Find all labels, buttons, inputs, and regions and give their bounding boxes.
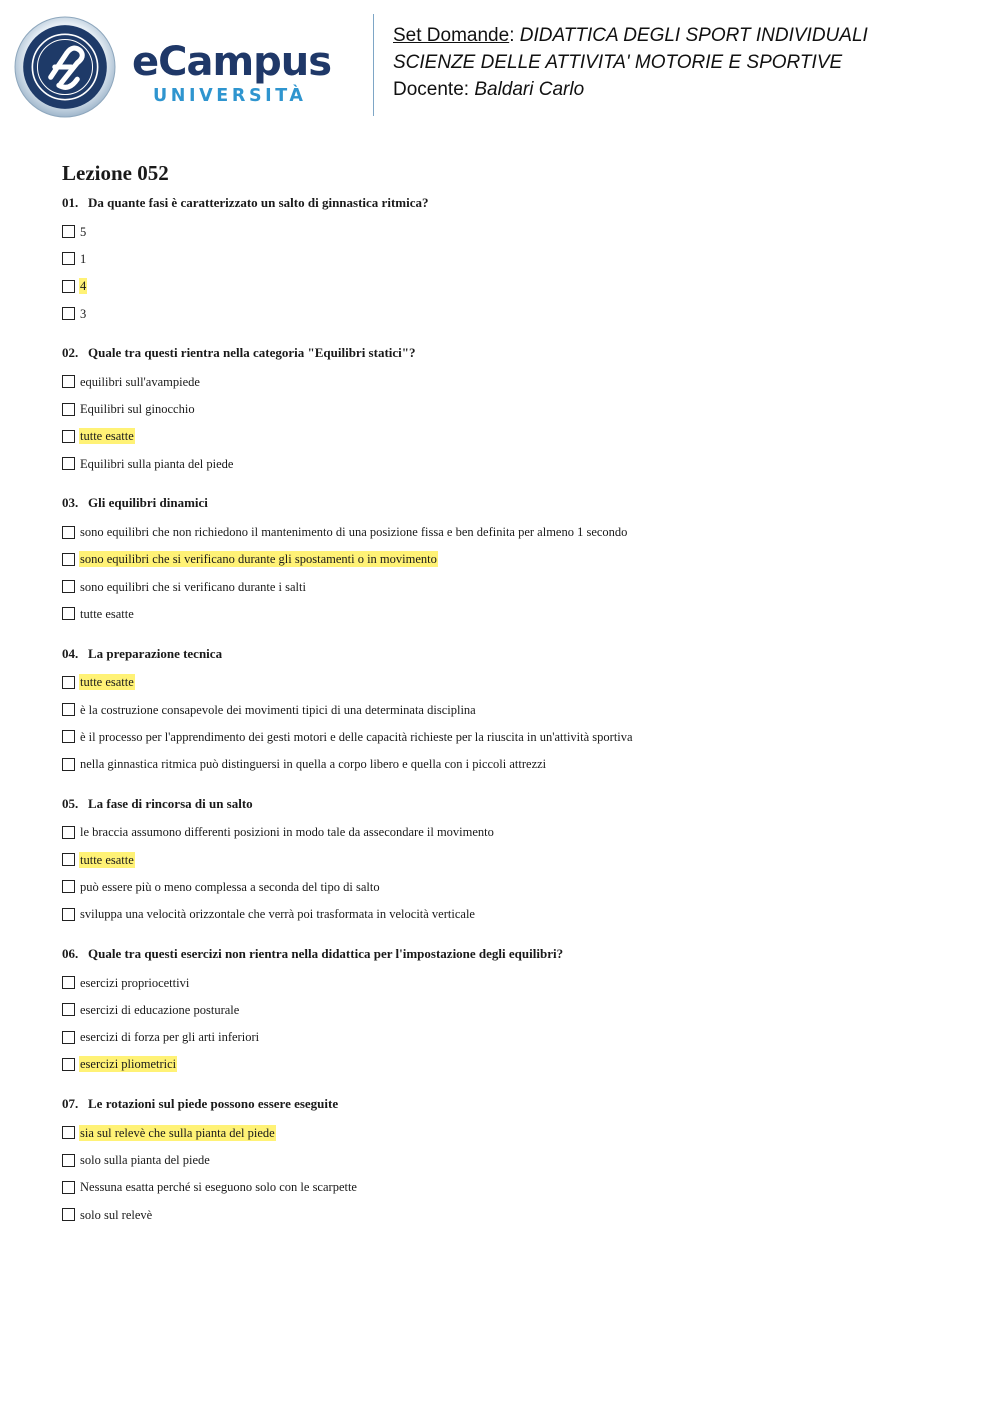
question-number: 05.	[62, 795, 79, 811]
answer-checkbox[interactable]	[62, 1126, 75, 1139]
answer-text-highlighted: esercizi pliometrici	[80, 1057, 177, 1072]
answer-option[interactable]	[62, 846, 962, 873]
set-separator: :	[509, 25, 520, 46]
answer-checkbox[interactable]	[62, 430, 75, 443]
answer-text: 5	[80, 224, 87, 239]
answer-checkbox[interactable]	[62, 252, 75, 265]
answer-text: sono equilibri che si verificano durante i salti	[80, 579, 306, 594]
answer-option[interactable]	[62, 546, 962, 573]
answer-option[interactable]	[62, 1051, 962, 1078]
answer-checkbox[interactable]	[62, 375, 75, 388]
answer-option[interactable]	[62, 1119, 962, 1146]
question-text	[62, 494, 962, 512]
course-title-line	[393, 22, 868, 49]
question-label: La preparazione tecnica	[88, 645, 223, 661]
answer-text: tutte esatte	[80, 606, 134, 621]
answer-option[interactable]	[62, 300, 962, 327]
answer-option[interactable]	[62, 450, 962, 477]
question-label: Le rotazioni sul piede possono essere eseguite	[88, 1096, 339, 1112]
answer-checkbox[interactable]	[62, 225, 75, 238]
answer-checkbox[interactable]	[62, 307, 75, 320]
answer-text: sono equilibri che non richiedono il mantenimento di una posizione fissa e ben definita per almeno 1 secondo	[80, 525, 628, 540]
ecampus-wordmark	[132, 40, 362, 112]
answer-text: può essere più o meno complessa a seconda del tipo di salto	[80, 879, 380, 894]
question-text	[62, 645, 962, 663]
answer-text: è la costruzione consapevole dei movimenti tipici di una determinata disciplina	[80, 702, 476, 717]
logo-name: eCampus	[132, 39, 332, 85]
answer-option[interactable]	[62, 1174, 962, 1201]
answer-option[interactable]	[62, 1146, 962, 1173]
answer-checkbox[interactable]	[62, 280, 75, 293]
teacher-line	[393, 76, 868, 103]
question-number: 03.	[62, 495, 79, 511]
answer-text-highlighted: tutte esatte	[80, 429, 134, 444]
answer-checkbox[interactable]	[62, 580, 75, 593]
answer-option[interactable]	[62, 696, 962, 723]
question-text	[62, 795, 962, 813]
question-text	[62, 194, 962, 212]
answer-text-highlighted: sia sul relevè che sulla pianta del piede	[80, 1125, 275, 1140]
question-block	[62, 194, 962, 327]
answer-text: è il processo per l'apprendimento dei gesti motori e delle capacità richieste per la riuscita in un'attività sportiva	[80, 729, 633, 744]
answer-option[interactable]	[62, 996, 962, 1023]
question-label: Quale tra questi esercizi non rientra nella didattica per l'impostazione degli equilibri?	[88, 945, 564, 961]
ecampus-seal-logo	[14, 16, 116, 118]
answer-option[interactable]	[62, 368, 962, 395]
question-block	[62, 645, 962, 778]
question-text	[62, 1095, 962, 1113]
answer-text: esercizi di educazione posturale	[80, 1002, 240, 1017]
lesson-title: Lezione 052	[62, 161, 169, 185]
question-list	[62, 194, 962, 1228]
answer-text: sviluppa una velocità orizzontale che verrà poi trasformata in velocità verticale	[80, 907, 475, 922]
degree-line	[393, 49, 868, 76]
question-set	[62, 160, 962, 1245]
set-label: Set Domande	[393, 25, 510, 46]
answer-option[interactable]	[62, 423, 962, 450]
page-header	[0, 0, 1000, 130]
answer-option[interactable]	[62, 873, 962, 900]
question-label: Da quante fasi è caratterizzato un salto di ginnastica ritmica?	[88, 195, 429, 210]
answer-text: esercizi propriocettivi	[80, 975, 190, 990]
degree-name: SCIENZE DELLE ATTIVITA' MOTORIE E SPORTIVE	[393, 52, 843, 73]
answer-text: equilibri sull'avampiede	[80, 374, 200, 389]
answer-checkbox[interactable]	[62, 703, 75, 716]
answer-checkbox[interactable]	[62, 607, 75, 620]
answer-checkbox[interactable]	[62, 826, 75, 839]
answer-text: esercizi di forza per gli arti inferiori	[80, 1030, 260, 1045]
answer-option[interactable]	[62, 901, 962, 928]
answer-option[interactable]	[62, 573, 962, 600]
answer-text: nella ginnastica ritmica può distinguersi in quella a corpo libero e quella con i piccoli attrezzi	[80, 757, 547, 772]
answer-checkbox[interactable]	[62, 1208, 75, 1221]
answer-text: le braccia assumono differenti posizioni in modo tale da assecondare il movimento	[80, 825, 494, 840]
answer-checkbox[interactable]	[62, 1181, 75, 1194]
answer-text: Equilibri sulla pianta del piede	[80, 456, 234, 471]
answer-checkbox[interactable]	[62, 908, 75, 921]
course-info	[393, 22, 868, 103]
question-number: 02.	[62, 345, 79, 361]
answer-option[interactable]	[62, 273, 962, 300]
teacher-label: Docente:	[393, 79, 475, 100]
question-number: 07.	[62, 1096, 79, 1112]
teacher-name: Baldari Carlo	[474, 79, 585, 100]
answer-text: Nessuna esatta perché si eseguono solo con le scarpette	[80, 1180, 357, 1195]
answer-option[interactable]	[62, 819, 962, 846]
answer-checkbox[interactable]	[62, 1058, 75, 1071]
answer-checkbox[interactable]	[62, 758, 75, 771]
answer-option[interactable]	[62, 669, 962, 696]
question-block	[62, 795, 962, 928]
answer-option[interactable]	[62, 218, 962, 245]
question-label: Quale tra questi rientra nella categoria "Equilibri statici"?	[88, 345, 416, 361]
answer-checkbox[interactable]	[62, 853, 75, 866]
answer-text-highlighted: tutte esatte	[80, 852, 134, 867]
answer-checkbox[interactable]	[62, 880, 75, 893]
logo-sub: UNIVERSITÀ	[153, 86, 307, 106]
answer-text: solo sul relevè	[80, 1207, 153, 1222]
question-number: 04.	[62, 645, 79, 661]
answer-option[interactable]	[62, 518, 962, 545]
answer-checkbox[interactable]	[62, 730, 75, 743]
answer-option[interactable]	[62, 1024, 962, 1051]
answer-option[interactable]	[62, 723, 962, 750]
answer-checkbox[interactable]	[62, 526, 75, 539]
answer-text: solo sulla pianta del piede	[80, 1153, 210, 1168]
answer-checkbox[interactable]	[62, 1031, 75, 1044]
question-text	[62, 945, 962, 963]
answer-option[interactable]	[62, 1201, 962, 1228]
answer-option[interactable]	[62, 245, 962, 272]
answer-text: Equilibri sul ginocchio	[80, 402, 195, 417]
answer-checkbox[interactable]	[62, 976, 75, 989]
answer-checkbox[interactable]	[62, 457, 75, 470]
question-number: 06.	[62, 945, 79, 961]
answer-text-highlighted: sono equilibri che si verificano durante gli spostamenti o in movimento	[80, 552, 437, 567]
course-title: DIDATTICA DEGLI SPORT INDIVIDUALI	[519, 25, 868, 46]
question-block	[62, 1095, 962, 1228]
question-block	[62, 945, 962, 1078]
answer-checkbox[interactable]	[62, 553, 75, 566]
answer-checkbox[interactable]	[62, 1154, 75, 1167]
header-divider	[373, 14, 374, 116]
question-block	[62, 344, 962, 477]
answer-checkbox[interactable]	[62, 676, 75, 689]
answer-text-highlighted: 4	[80, 279, 87, 294]
answer-option[interactable]	[62, 750, 962, 777]
answer-option[interactable]	[62, 600, 962, 627]
answer-text: 1	[80, 251, 87, 266]
answer-checkbox[interactable]	[62, 403, 75, 416]
answer-checkbox[interactable]	[62, 1003, 75, 1016]
question-text	[62, 344, 962, 362]
answer-option[interactable]	[62, 969, 962, 996]
answer-text: 3	[80, 306, 87, 321]
question-label: La fase di rincorsa di un salto	[88, 795, 253, 811]
answer-option[interactable]	[62, 395, 962, 422]
question-label: Gli equilibri dinamici	[88, 495, 208, 511]
answer-text-highlighted: tutte esatte	[80, 675, 134, 690]
question-block	[62, 494, 962, 627]
question-number: 01.	[62, 195, 79, 210]
